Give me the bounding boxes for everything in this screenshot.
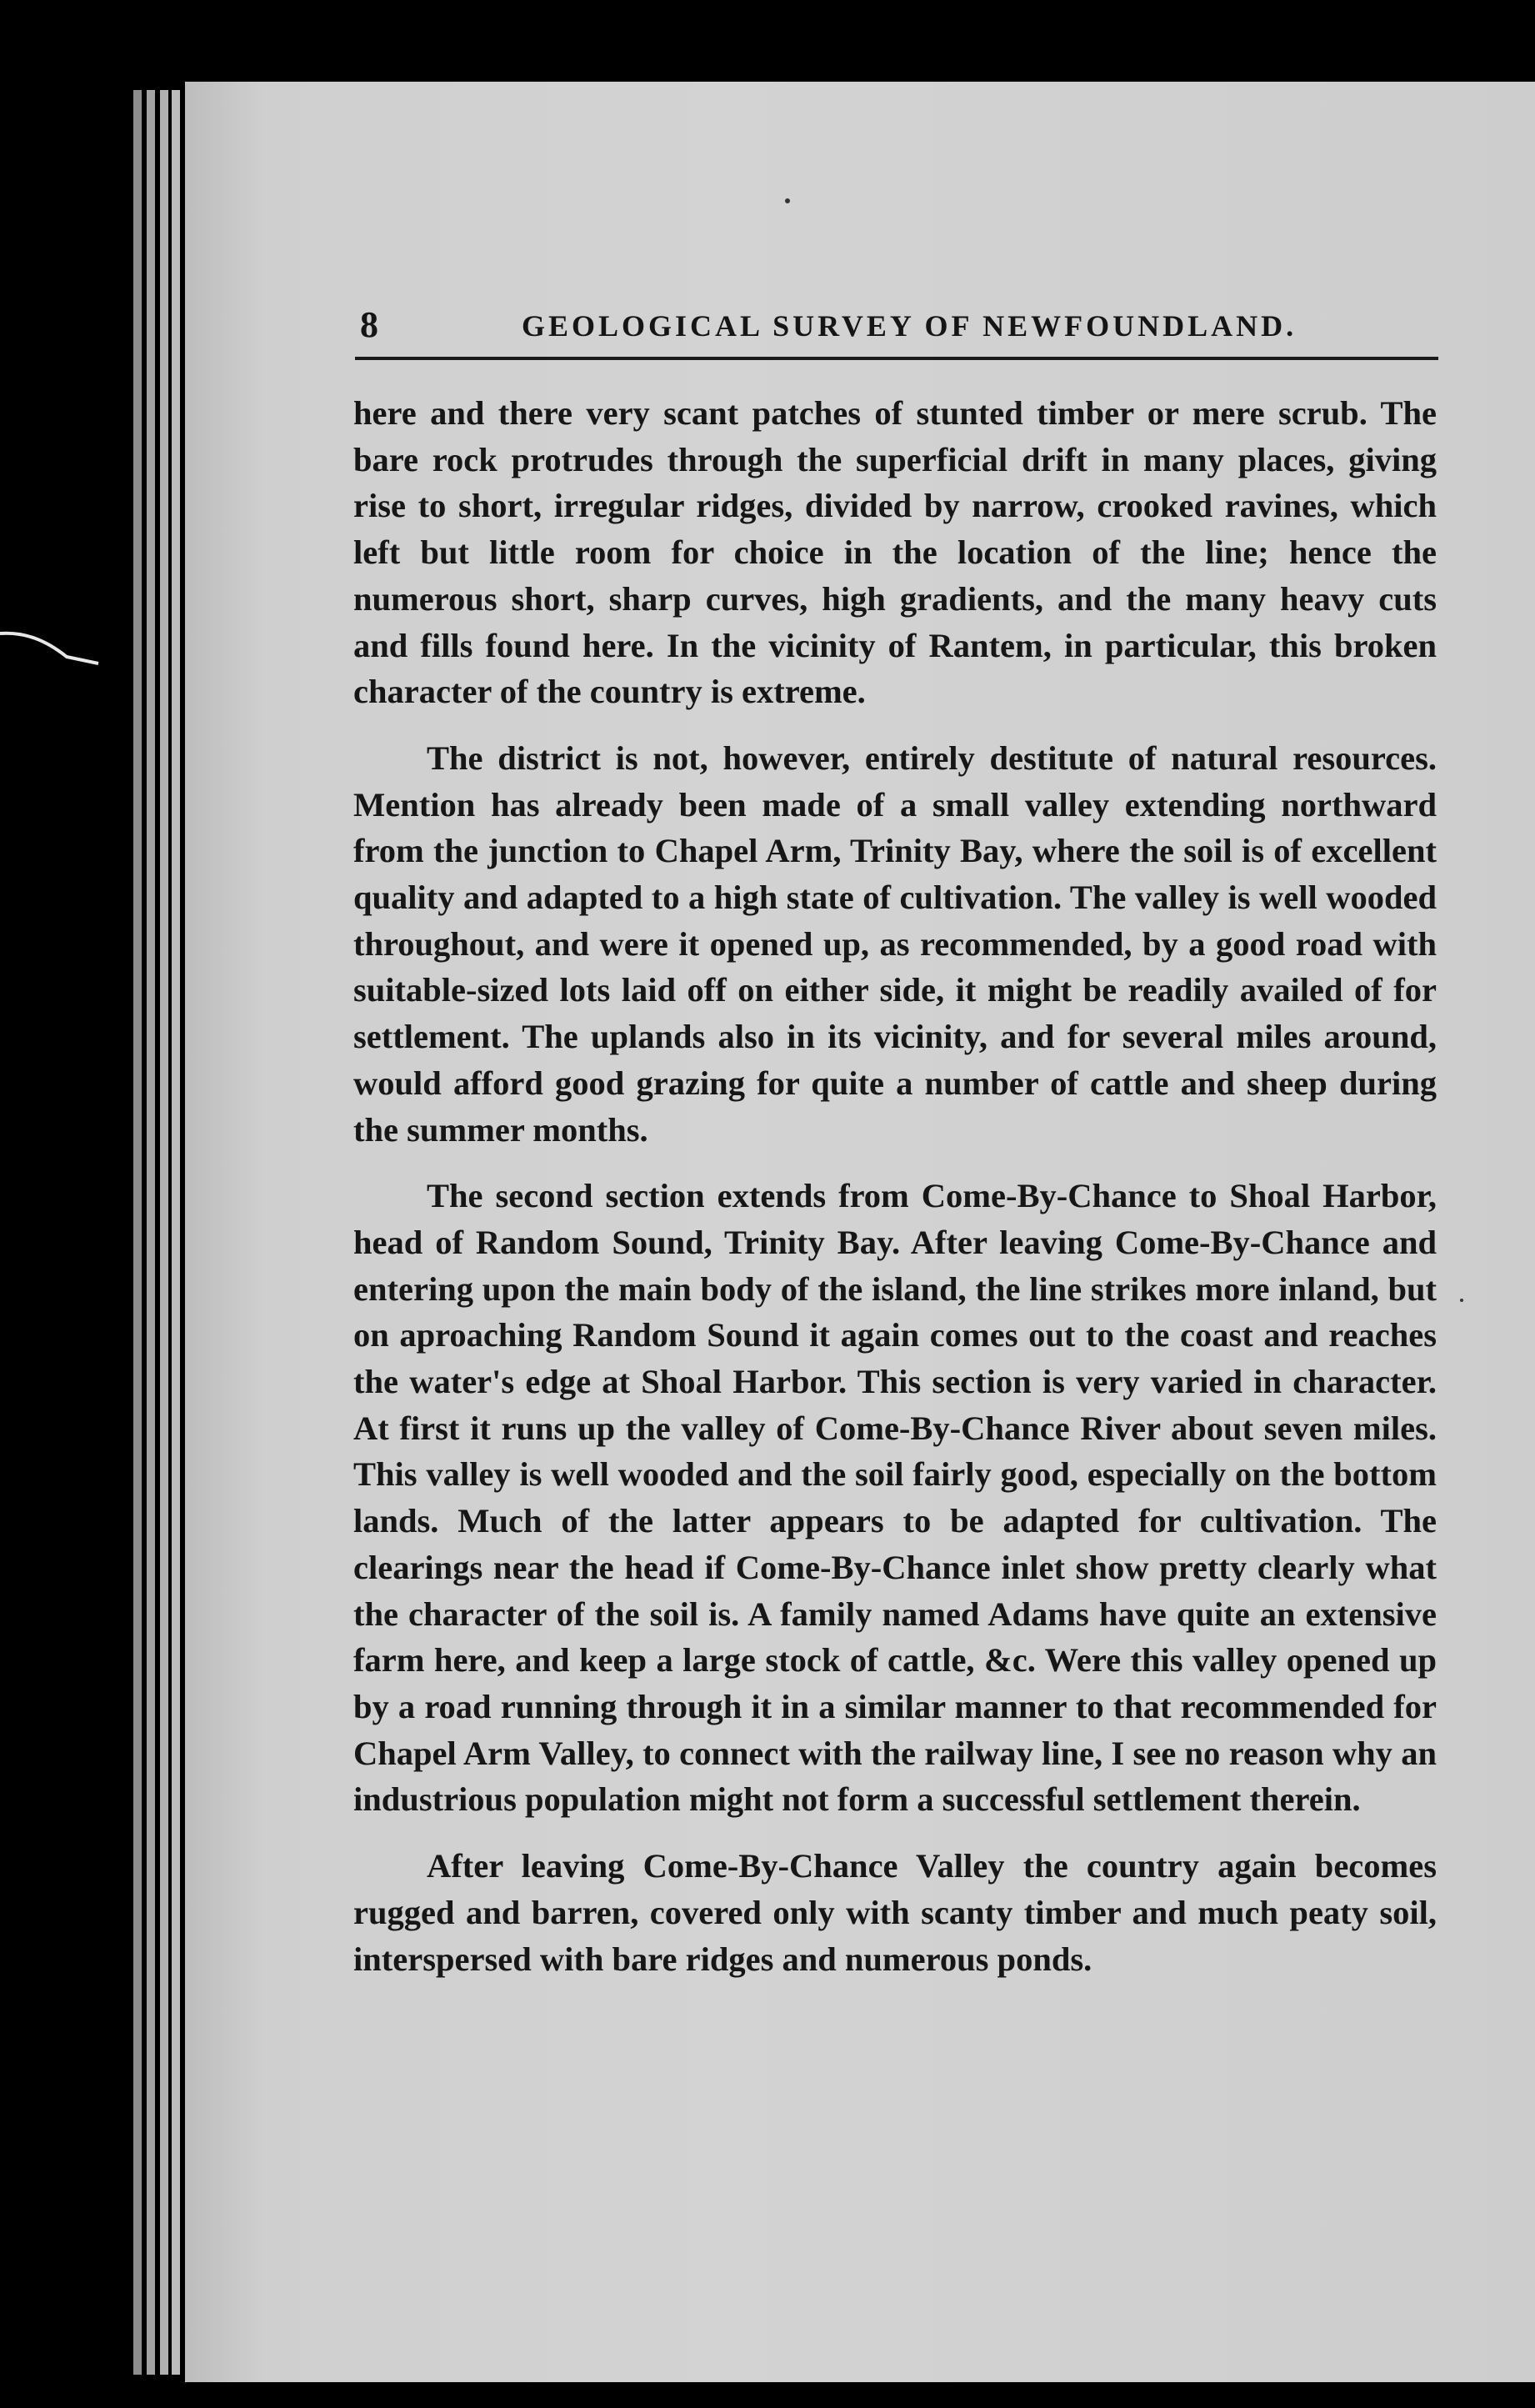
book-page bbox=[185, 82, 1535, 2382]
page-edge bbox=[133, 90, 142, 2375]
margin-mark bbox=[0, 615, 100, 665]
paragraph: The district is not, however, entirely destitute of natural resources. Mention has already been made of a small valley extending northward from the junction to Chapel Arm, Trinity Bay, where the soil is of excellent quality and adapted to a high state of cultivation. The valley is well wooded throughout, and were it opened up, as recommended, by a good road with suitable-sized lots laid off on either side, it might be readily availed of for settlement. The uplands also in its vicinity, and for several miles around, would afford good grazing for quite a number of cattle and sheep during the summer months. bbox=[353, 738, 1437, 1149]
page-edge bbox=[160, 90, 168, 2375]
page-edge bbox=[147, 90, 155, 2375]
dust-speck bbox=[785, 198, 790, 203]
paragraph: The second section extends from Come-By-Chance to Shoal Harbor, head of Random Sound, Trinity Bay. After leaving Come-By-Chance and entering upon the main body of the island, the line strikes more inland, but on aproaching Random Sound it again comes out to the coast and reaches the water's edge at Shoal Harbor. This section is very varied in character. At first it runs up the valley of Come-By-Chance River about seven miles. This valley is well wooded and the soil fairly good, especially on the bottom lands. Much of the latter appears to be adapted for cultivation. The clearings near the head if Come-By-Chance inlet show pretty clearly what the character of the soil is. A family named Adams have quite an extensive farm here, and keep a large stock of cattle, &c. Were this valley opened up by a road running through it in a similar manner to that recommended for Chapel Arm Valley, to connect with the railway line, I see no reason why an industrious population might not form a successful settlement therein. bbox=[353, 1177, 1437, 1819]
dust-speck bbox=[1460, 1299, 1463, 1302]
running-head: GEOLOGICAL SURVEY OF NEWFOUNDLAND. bbox=[522, 309, 1298, 343]
page-edge bbox=[172, 90, 180, 2375]
page-number: 8 bbox=[360, 304, 378, 345]
paragraph: here and there very scant patches of stunted timber or mere scrub. The bare rock protrudes through the superficial drift in many places, giving rise to short, irregular ridges, divided by narrow, crooked ravines, which left but little room for choice in the location of the line; hence the numerous short, sharp curves, high gradients, and the many heavy cuts and fills found here. In the vicinity of Rantem, in particular, this broken character of the country is extreme. bbox=[353, 394, 1437, 711]
paragraph: After leaving Come-By-Chance Valley the country again becomes rugged and barren, covered only with scanty timber and much peaty soil, interspersed with bare ridges and numerous ponds. bbox=[353, 1847, 1437, 1978]
page-header bbox=[355, 298, 1438, 360]
body-text bbox=[353, 390, 1437, 2002]
